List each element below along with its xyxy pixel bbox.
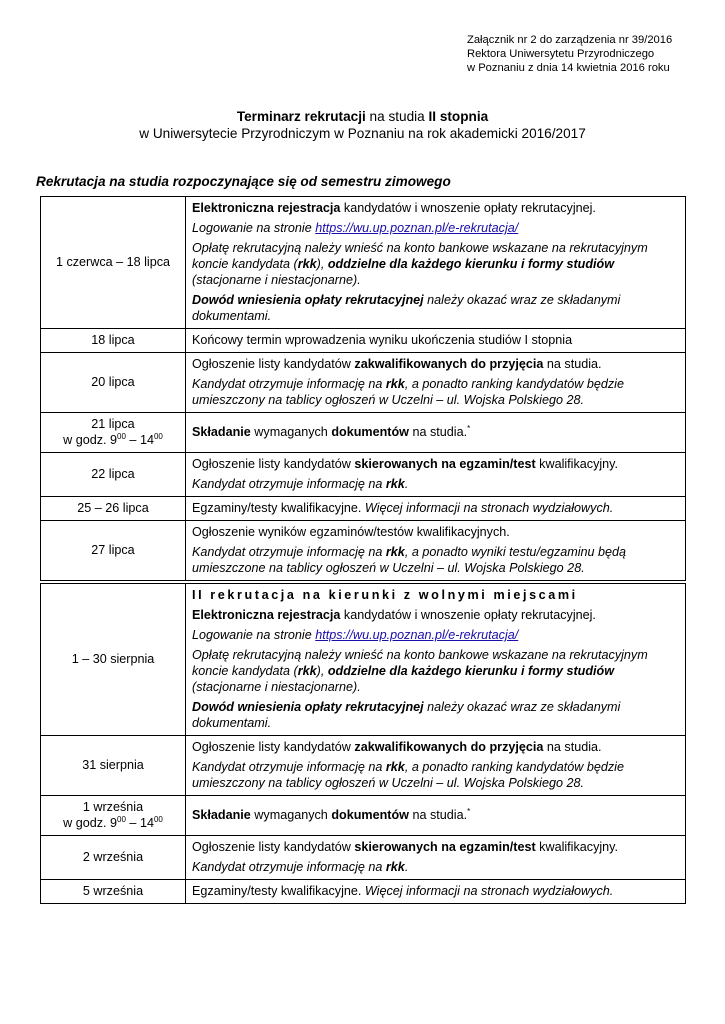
second-recruitment-heading: II rekrutacja na kierunki z wolnymi miejscami <box>192 588 578 602</box>
row-description: Składanie wymaganych dokumentów na studia.* <box>186 796 686 836</box>
row-description: Egzaminy/testy kwalifikacyjne. Więcej informacji na stronach wydziałowych. <box>186 497 686 521</box>
row-description: Egzaminy/testy kwalifikacyjne. Więcej informacji na stronach wydziałowych. <box>186 880 686 904</box>
annex-line-2: Rektora Uniwersytetu Przyrodniczego <box>467 48 655 60</box>
table-row <box>41 880 686 904</box>
table-row <box>41 197 686 329</box>
registration-link[interactable]: https://wu.up.poznan.pl/e-rekrutacja/ <box>315 221 519 235</box>
table-row <box>41 582 686 736</box>
row-description: Końcowy termin wprowadzenia wyniku ukończenia studiów I stopnia <box>186 329 686 353</box>
row-date: 2 września <box>41 836 186 880</box>
row-date: 31 sierpnia <box>41 736 186 796</box>
table-row <box>41 497 686 521</box>
row-date: 18 lipca <box>41 329 186 353</box>
section-heading: Rekrutacja na studia rozpoczynające się od semestru zimowego <box>36 174 451 189</box>
table-row <box>41 413 686 453</box>
row-date: 21 lipca w godz. $9^{00} - 14^{00}$ <box>41 413 186 453</box>
row-date: 27 lipca <box>41 521 186 583</box>
row-description: Ogłoszenie listy kandydatów zakwalifikowanych do przyjęcia na studia. Kandydat otrzymuje informację na rkk, a ponadto ranking kandydatów będzie umieszczony na tablicy ogłoszeń w Uczelni – ul. Wojska Polskiego 28. <box>186 353 686 413</box>
row-date: 5 września <box>41 880 186 904</box>
row-description: Ogłoszenie listy kandydatów skierowanych na egzamin/test kwalifikacyjny. Kandydat otrzymuje informację na rkk. <box>186 836 686 880</box>
row-date: 25 – 26 lipca <box>41 497 186 521</box>
document-title <box>0 108 725 142</box>
row-description: II rekrutacja na kierunki z wolnymi miejscami Elektroniczna rejestracja kandydatów i wnoszenie opłaty rekrutacyjnej. Logowanie na stronie https://wu.up.poznan.pl/e-rekrutacja/ Opłatę rekrutacyjną należy wnieść na konto bankowe wskazane na rekrutacyjnym koncie kandydata (rkk), oddzielne dla każdego kierunku i formy studiów (stacjonarne i niestacjonarne). Dowód wniesienia opłaty rekrutacyjnej należy okazać wraz ze składanymi dokumentami. <box>186 582 686 736</box>
row-date: 22 lipca <box>41 453 186 497</box>
row-description: Ogłoszenie wyników egzaminów/testów kwalifikacyjnych. Kandydat otrzymuje informację na rkk, a ponadto wyniki testu/egzaminu będą umieszczone na tablicy ogłoszeń w Uczelni – ul. Wojska Polskiego 28. <box>186 521 686 583</box>
row-description: Składanie wymaganych dokumentów na studia.* <box>186 413 686 453</box>
annex-line-1: Załącznik nr 2 do zarządzenia nr 39/2016 <box>467 34 673 46</box>
row-description: Ogłoszenie listy kandydatów zakwalifikowanych do przyjęcia na studia. Kandydat otrzymuje informację na rkk, a ponadto ranking kandydatów będzie umieszczony na tablicy ogłoszeń w Uczelni – ul. Wojska Polskiego 28. <box>186 736 686 796</box>
row-date: 1 września w godz. $9^{00} - 14^{00}$ <box>41 796 186 836</box>
table-row <box>41 329 686 353</box>
row-date: 1 – 30 sierpnia <box>41 582 186 736</box>
row-description: Ogłoszenie listy kandydatów skierowanych na egzamin/test kwalifikacyjny. Kandydat otrzymuje informację na rkk. <box>186 453 686 497</box>
table-row <box>41 736 686 796</box>
table-row <box>41 796 686 836</box>
table-row <box>41 353 686 413</box>
registration-link[interactable]: https://wu.up.poznan.pl/e-rekrutacja/ <box>315 628 519 642</box>
row-date: 1 czerwca – 18 lipca <box>41 197 186 329</box>
schedule-table <box>40 196 686 904</box>
table-row <box>41 521 686 583</box>
title-line-2: w Uniwersytecie Przyrodniczym w Poznaniu na rok akademicki 2016/2017 <box>139 126 586 141</box>
row-description: Elektroniczna rejestracja kandydatów i wnoszenie opłaty rekrutacyjnej. Logowanie na stronie https://wu.up.poznan.pl/e-rekrutacja/ Opłatę rekrutacyjną należy wnieść na konto bankowe wskazane na rekrutacyjnym koncie kandydata (rkk), oddzielne dla każdego kierunku i formy studiów (stacjonarne i niestacjonarne). Dowód wniesienia opłaty rekrutacyjnej należy okazać wraz ze składanymi dokumentami. <box>186 197 686 329</box>
annex-line-3: w Poznaniu z dnia 14 kwietnia 2016 roku <box>467 62 670 74</box>
row-date: 20 lipca <box>41 353 186 413</box>
annex-note <box>467 33 672 75</box>
table-row <box>41 453 686 497</box>
title-line-1: Terminarz rekrutacji na studia II stopnia <box>236 109 489 124</box>
table-row <box>41 836 686 880</box>
